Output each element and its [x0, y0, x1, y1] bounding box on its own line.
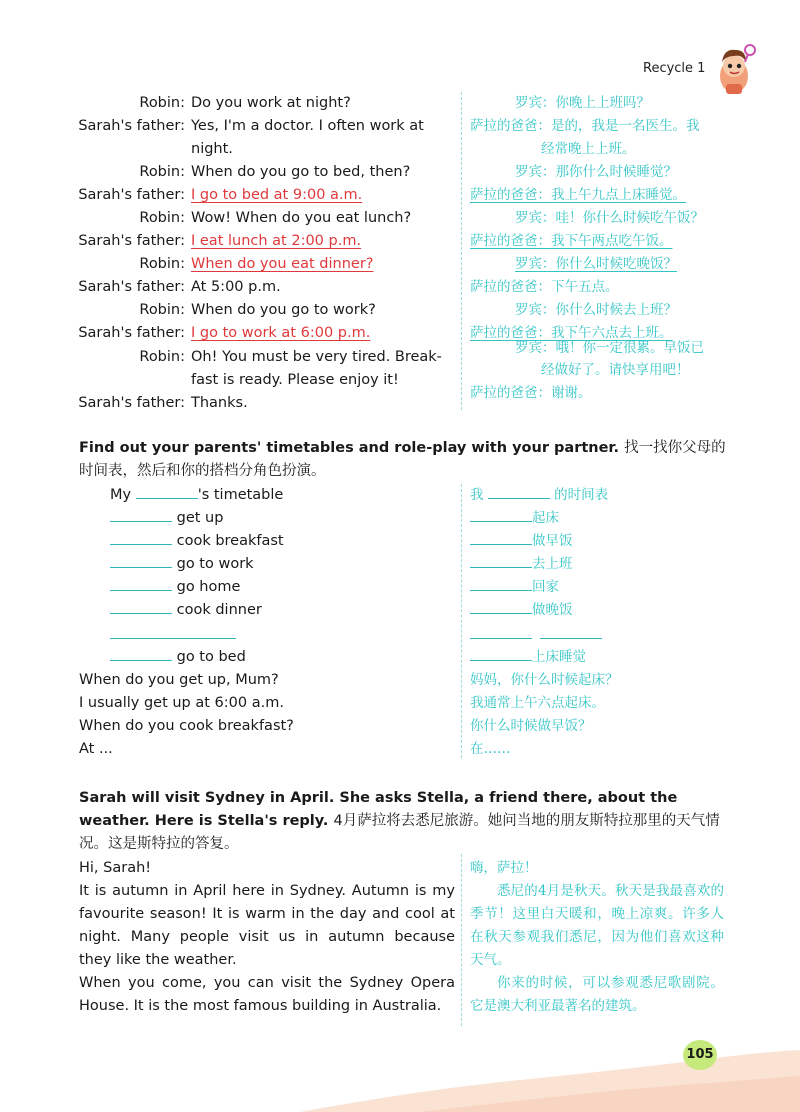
time-blank[interactable]: [110, 553, 172, 568]
heading-zh: 4月萨拉将去悉尼旅游。她问当地的朋友斯特拉那里的天气情况。这是斯特拉的答复。: [79, 813, 720, 852]
dialogue-line: At 5:00 p.m.: [191, 279, 281, 295]
speaker-label: Sarah's father:: [78, 279, 185, 295]
time-blank-cn[interactable]: [470, 530, 532, 545]
free-row-blank-cn-1[interactable]: [470, 624, 532, 639]
column-divider-bottom: [461, 854, 462, 1026]
header-label: Recycle 1: [643, 61, 706, 76]
speaker-label: Robin:: [139, 302, 185, 318]
timetable-item-cn: 去上班: [532, 556, 573, 572]
dialogue-line-cn: 罗宾：哇！你什么时候吃午饭？: [515, 210, 704, 226]
timetable-row: [110, 646, 246, 668]
dialogue-line-cn: 萨拉的爸爸：下午五点。: [470, 279, 619, 295]
time-blank[interactable]: [110, 599, 172, 614]
timetable-item: cook breakfast: [176, 533, 284, 549]
speaker-label: Robin:: [139, 256, 185, 272]
timetable-row: [110, 507, 223, 529]
dialogue-line-cn: 罗宾：你晚上上班吗？: [515, 95, 650, 111]
dialogue-line-cn: 萨拉的爸爸：我上午九点上床睡觉。: [470, 187, 686, 203]
example-line: At ...: [79, 741, 113, 757]
letter-paragraph-cn: 悉尼的4月是秋天。秋天是我最喜欢的季节！这里白天暖和，晚上凉爽。许多人在秋天参观我们悉尼，因为他们喜欢这种天气。: [470, 883, 724, 968]
timetable-item-cn: 回家: [532, 579, 559, 595]
timetable-row: [110, 553, 254, 575]
timetable-item: go home: [176, 579, 241, 595]
timetable-item-cn: 上床睡觉: [532, 649, 586, 665]
section-heading: [79, 437, 727, 483]
dialogue-line-cn: 萨拉的爸爸：是的，我是一名医生。我: [470, 118, 700, 134]
answer-line: I go to bed at 9:00 a.m.: [191, 187, 363, 203]
dialogue-line-cn-cont: 经常晚上上班。: [541, 141, 636, 157]
free-row-blank-cn-2[interactable]: [540, 624, 602, 639]
answer-line: I go to work at 6:00 p.m.: [191, 325, 371, 341]
page-number: 105: [683, 1040, 717, 1070]
timetable-item: cook dinner: [176, 602, 262, 618]
letter-paragraph: It is autumn in April here in Sydney. Autumn is my favourite season! It is warm in the day and cool at night. Many people visit us in autumn because they like the weather.: [79, 883, 455, 968]
heading-en: Sarah will visit Sydney in April. She asks Stella, a friend there, about the weather. Here is Stella's reply.: [79, 790, 678, 829]
example-line: When do you get up, Mum?: [79, 672, 279, 688]
dialogue-line: Wow! When do you eat lunch?: [191, 210, 412, 226]
dialogue-line-cont: fast is ready. Please enjoy it!: [191, 372, 399, 388]
timetable-row-cn: [470, 646, 586, 668]
timetable-row-cn: [470, 553, 573, 575]
dialogue-line-cn: 萨拉的爸爸：我下午六点去上班。: [470, 325, 673, 341]
girl-mascot-icon: [712, 40, 758, 96]
example-line-cn: 你什么时候做早饭？: [470, 718, 592, 734]
speaker-label: Sarah's father:: [78, 325, 185, 341]
timetable-row-cn: [470, 599, 573, 621]
timetable-title-cn-prefix: 我: [470, 487, 484, 503]
parent-name-blank[interactable]: [136, 484, 198, 499]
speaker-label: Sarah's father:: [78, 118, 185, 134]
dialogue-line-cn: 萨拉的爸爸：谢谢。: [470, 385, 592, 401]
dialogue-line: Oh! You must be very tired. Break-: [191, 349, 442, 365]
letter-greeting-cn: 嗨，萨拉！: [470, 860, 538, 876]
dialogue-line-cn: 罗宾：哦！你一定很累。早饭已: [515, 340, 704, 356]
timetable-row-cn: [470, 576, 559, 598]
speaker-label: Robin:: [139, 164, 185, 180]
timetable-item-cn: 做早饭: [532, 533, 573, 549]
timetable-row-cn: [470, 530, 573, 552]
timetable-row-cn: [470, 507, 559, 529]
letter-greeting: Hi, Sarah!: [79, 860, 152, 876]
dialogue-line: When do you go to work?: [191, 302, 376, 318]
time-blank[interactable]: [110, 646, 172, 661]
timetable-item-cn: 做晚饭: [532, 602, 573, 618]
time-blank-cn[interactable]: [470, 576, 532, 591]
dialogue-line: Do you work at night?: [191, 95, 351, 111]
time-blank-cn[interactable]: [470, 646, 532, 661]
timetable-item: go to bed: [176, 649, 246, 665]
dialogue-line-cn-cont: 经做好了。请快享用吧！: [541, 362, 690, 378]
dialogue-line: Thanks.: [191, 395, 248, 411]
timetable-title-cn-suffix: 的时间表: [554, 487, 609, 503]
time-blank-cn[interactable]: [470, 553, 532, 568]
column-divider-top: [461, 92, 462, 410]
dialogue-line-cn: 罗宾：那你什么时候睡觉？: [515, 164, 677, 180]
dialogue-line-cont: night.: [191, 141, 233, 157]
example-line-cn: 我通常上午六点起床。: [470, 695, 605, 711]
example-line: I usually get up at 6:00 a.m.: [79, 695, 284, 711]
timetable-title-cn: [470, 484, 608, 506]
letter-paragraph: When you come, you can visit the Sydney Opera House. It is the most famous building in Australia.: [79, 975, 455, 1014]
example-line-cn: 在……: [470, 741, 511, 757]
time-blank-cn[interactable]: [470, 599, 532, 614]
answer-line: When do you eat dinner?: [191, 256, 374, 272]
dialogue-line-cn: 罗宾：你什么时候去上班？: [515, 302, 677, 318]
speaker-label: Sarah's father:: [78, 187, 185, 203]
speaker-label: Robin:: [139, 95, 185, 111]
dialogue-line: When do you go to bed, then?: [191, 164, 411, 180]
heading-en: Find out your parents' timetables and role-play with your partner.: [79, 440, 620, 456]
speaker-label: Robin:: [139, 349, 185, 365]
decorative-wave: [0, 1020, 800, 1112]
dialogue-line-cn: 萨拉的爸爸：我下午两点吃午饭。: [470, 233, 673, 249]
timetable-row: [110, 599, 262, 621]
dialogue-line: Yes, I'm a doctor. I often work at: [191, 118, 424, 134]
timetable-item: go to work: [176, 556, 254, 572]
speaker-label: Sarah's father:: [78, 233, 185, 249]
section-heading: [79, 787, 727, 856]
timetable-item-cn: 起床: [532, 510, 559, 526]
time-blank[interactable]: [110, 530, 172, 545]
time-blank[interactable]: [110, 507, 172, 522]
timetable-row: [110, 576, 240, 598]
letter-paragraph-cn: 你来的时候，可以参观悉尼歌剧院。它是澳大利亚最著名的建筑。: [470, 975, 724, 1014]
example-line-cn: 妈妈，你什么时候起床？: [470, 672, 619, 688]
timetable-title: [110, 484, 283, 506]
time-blank-cn[interactable]: [470, 507, 532, 522]
speaker-label: Sarah's father:: [78, 395, 185, 411]
timetable-item: get up: [176, 510, 224, 526]
example-line: When do you cook breakfast?: [79, 718, 294, 734]
timetable-title-suffix: 's timetable: [197, 487, 284, 503]
parent-name-blank-cn[interactable]: [488, 484, 550, 499]
column-divider-middle: [461, 484, 462, 758]
timetable-row: [110, 530, 284, 552]
free-row-blank[interactable]: [110, 624, 236, 639]
speaker-label: Robin:: [139, 210, 185, 226]
dialogue-line-cn: 罗宾：你什么时候吃晚饭？: [515, 256, 677, 272]
timetable-title-prefix: My: [110, 487, 132, 503]
heading-zh: 找一找你父母的时间表，然后和你的搭档分角色扮演。: [79, 440, 726, 479]
answer-line: I eat lunch at 2:00 p.m.: [191, 233, 362, 249]
time-blank[interactable]: [110, 576, 172, 591]
